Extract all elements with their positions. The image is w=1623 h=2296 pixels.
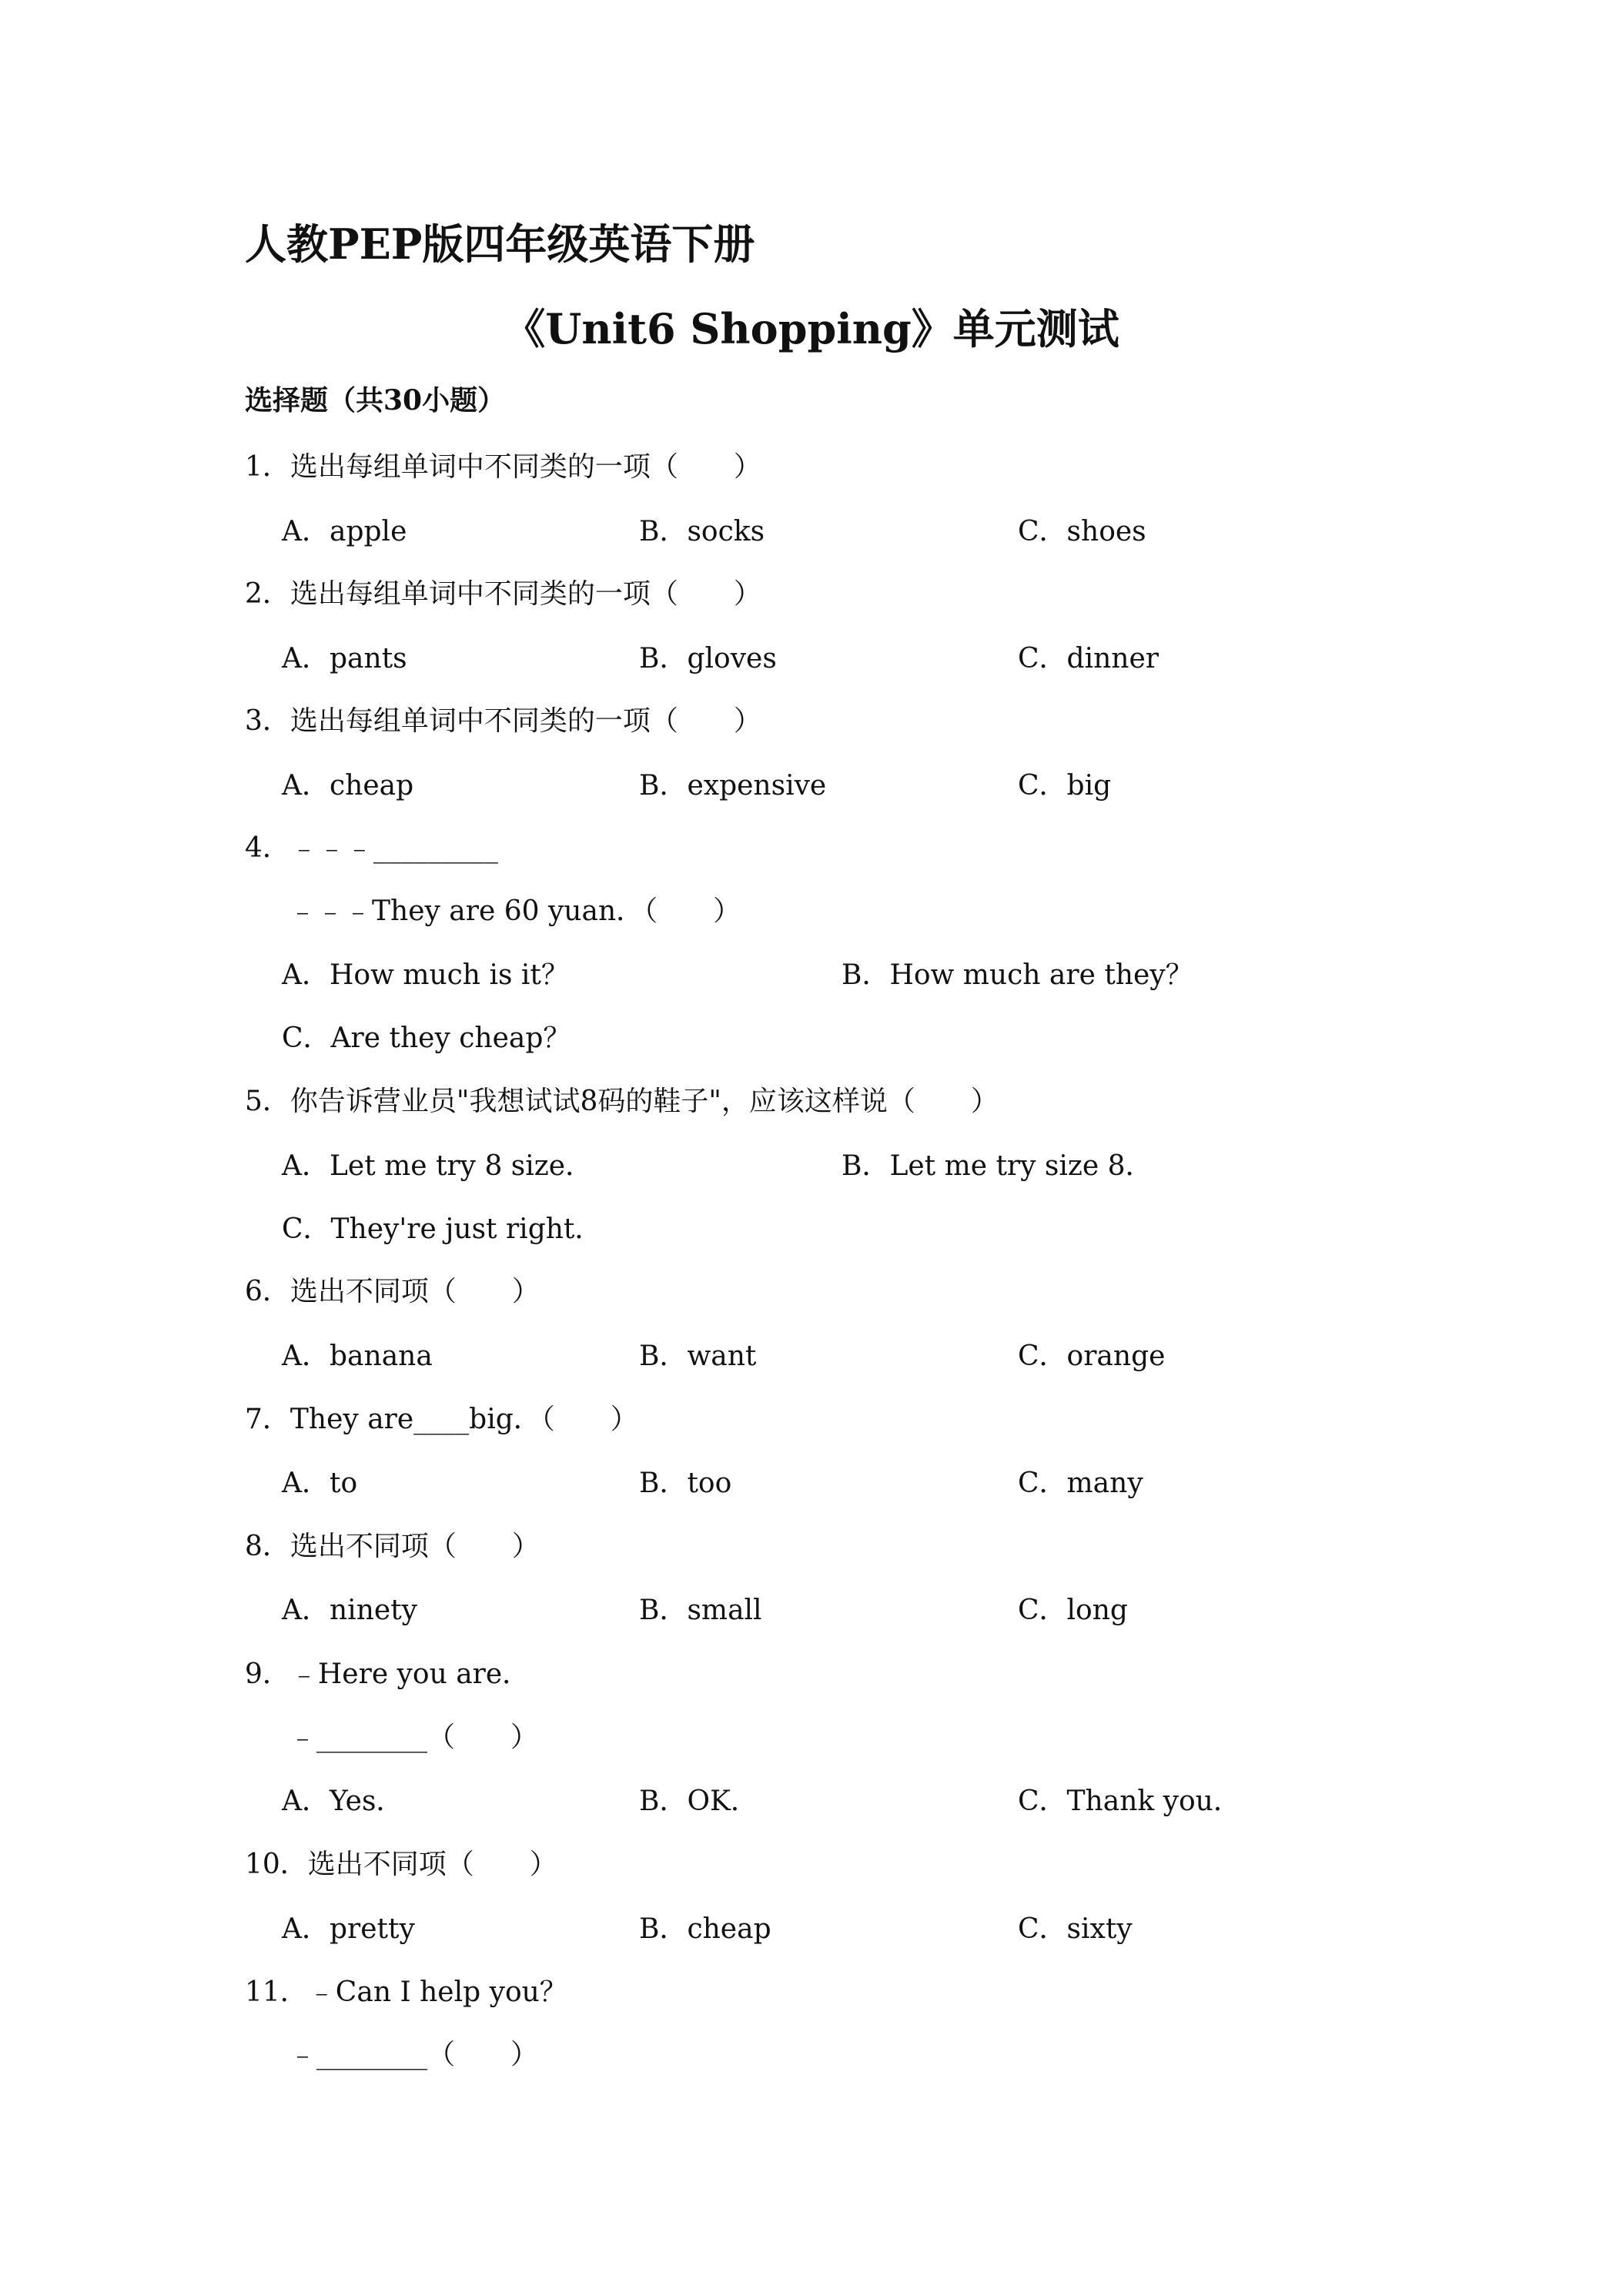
question-sub-line: ﹣________（ ）: [289, 1722, 539, 1753]
option-a: A．pants: [282, 643, 407, 674]
question-stem: 10．选出不同项（ ）: [245, 1849, 557, 1880]
question-stem: 4．﹣﹣﹣_________: [245, 832, 498, 864]
option-a: A．How much is it？: [282, 959, 569, 991]
option-a: A．cheap: [282, 770, 414, 802]
document-subtitle: 《Unit6 Shopping》单元测试: [504, 304, 1119, 353]
option-a: A．ninety: [282, 1595, 417, 1626]
option-c: C．many: [1018, 1468, 1143, 1499]
option-b: B．OK．: [639, 1786, 758, 1817]
option-a: A．to: [282, 1468, 358, 1499]
question-stem: 8．选出不同项（ ）: [245, 1531, 540, 1562]
question-stem: 3．选出每组单词中不同类的一项（ ）: [245, 705, 761, 737]
question-stem: 9．﹣Here you are．: [245, 1658, 530, 1690]
option-c: C．shoes: [1018, 516, 1146, 547]
question-stem: 2．选出每组单词中不同类的一项（ ）: [245, 578, 761, 610]
option-b: B．small: [639, 1595, 762, 1626]
option-b: B．Let me try size 8．: [842, 1150, 1153, 1182]
option-a: A．banana: [282, 1340, 433, 1372]
question-stem: 7．They are____big．（ ）: [245, 1404, 638, 1435]
question-stem: 6．选出不同项（ ）: [245, 1276, 540, 1307]
option-c: C．dinner: [1018, 643, 1159, 674]
option-b: B．socks: [639, 516, 765, 547]
question-stem: 5．你告诉营业员"我想试试8码的鞋子"，应该这样说（ ）: [245, 1086, 999, 1117]
option-a: A．Yes．: [282, 1786, 404, 1817]
option-c: C．Are they cheap？: [282, 1022, 571, 1054]
document-title: 人教PEP版四年级英语下册: [245, 219, 755, 269]
option-c: C．orange: [1018, 1340, 1166, 1372]
option-c: C．big: [1018, 770, 1112, 802]
question-stem: 1．选出每组单词中不同类的一项（ ）: [245, 451, 761, 483]
question-stem: 11．﹣Can I help you？: [245, 1976, 567, 2008]
option-b: B．How much are they？: [842, 959, 1193, 991]
option-a: A．pretty: [282, 1913, 415, 1945]
option-c: C．They're just right．: [282, 1213, 603, 1245]
option-c: C．Thank you．: [1018, 1786, 1241, 1817]
question-sub-line: ﹣﹣﹣They are 60 yuan．（ ）: [289, 895, 741, 927]
option-c: C．long: [1018, 1595, 1128, 1626]
question-sub-line: ﹣________（ ）: [289, 2039, 539, 2070]
option-a: A．Let me try 8 size．: [282, 1150, 594, 1182]
option-b: B．gloves: [639, 643, 777, 674]
option-b: B．cheap: [639, 1913, 771, 1945]
option-b: B．too: [639, 1468, 732, 1499]
section-heading: 选择题（共30小题）: [245, 384, 506, 417]
option-b: B．expensive: [639, 770, 827, 802]
option-a: A．apple: [282, 516, 407, 547]
option-c: C．sixty: [1018, 1913, 1133, 1945]
option-b: B．want: [639, 1340, 757, 1372]
